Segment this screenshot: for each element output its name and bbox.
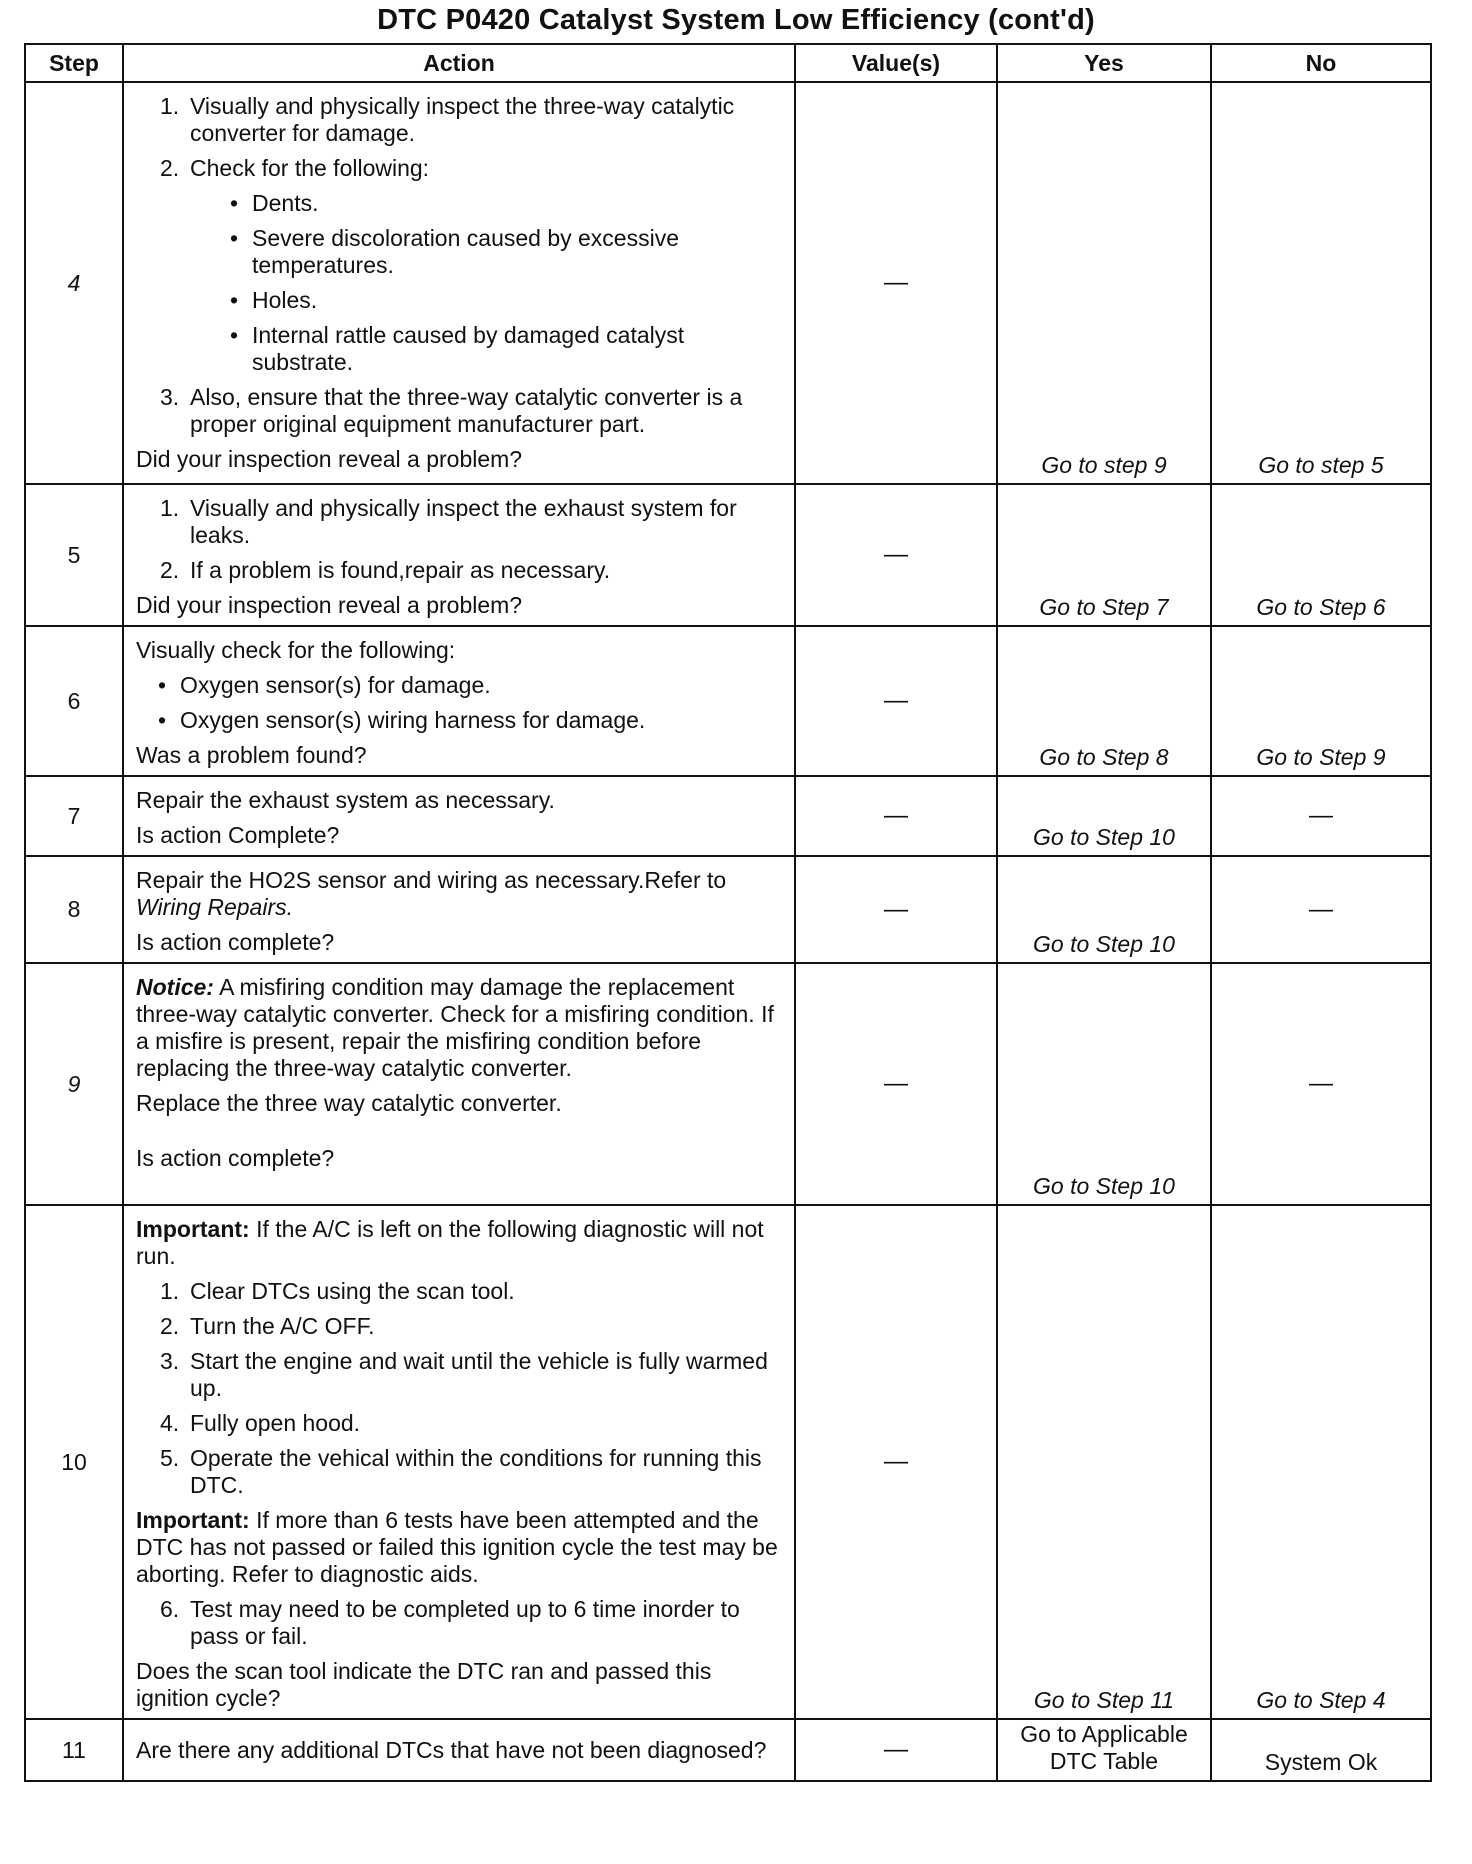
action-question: Does the scan tool indicate the DTC ran and passed this ignition cycle? [136,1658,712,1711]
list-item: 5. Operate the vehical within the conditions for running this DTC. [160,1445,762,1498]
action-question: Did your inspection reveal a problem? [136,446,523,472]
page-title: DTC P0420 Catalyst System Low Efficiency (cont'd) [377,4,1095,36]
no-cell: System Ok [1211,1719,1431,1781]
list-item: 6. Test may need to be completed up to 6 time inorder to pass or fail. [160,1596,740,1649]
no-cell: Go to Step 4 [1211,1205,1431,1719]
wiring-repairs-reference: Wiring Repairs. [136,894,294,920]
value-cell: — [795,626,997,776]
step-number: 9 [25,963,123,1205]
notice-label: Notice: [136,974,214,1000]
action-text: Repair the HO2S sensor and wiring as necessary.Refer to Wiring Repairs. [136,867,727,920]
header-row [25,44,1431,82]
value-cell: — [795,963,997,1205]
value-cell: — [795,776,997,856]
action-cell [123,963,795,1205]
list-item: 2. Check for the following: • Dents. • Severe discoloration caused by excessive temperatures. • Holes. • Internal rattle caused by damaged catalyst substrate. [160,155,782,376]
action-cell [123,484,795,626]
value-cell: — [795,484,997,626]
yes-cell: Go to Step 11 [997,1205,1211,1719]
action-cell [123,776,795,856]
no-cell: Go to step 5 [1211,82,1431,484]
important-note: Important: If the A/C is left on the following diagnostic will not run. [136,1216,764,1269]
header-action: Action [123,44,795,82]
list-item: 4. Fully open hood. [160,1410,361,1436]
action-cell [123,626,795,776]
no-cell: Go to Step 6 [1211,484,1431,626]
step-number: 10 [25,1205,123,1719]
action-question: Are there any additional DTCs that have not been diagnosed? [136,1736,767,1763]
value-cell: — [795,1205,997,1719]
diagnostic-table [24,43,1432,1782]
action-question: Is action Complete? [136,822,340,848]
yes-cell: Go to Step 10 [997,963,1211,1205]
action-cell [123,856,795,963]
bullet-item: • Oxygen sensor(s) wiring harness for damage. [156,707,782,734]
step-number: 7 [25,776,123,856]
bullet-item: • Oxygen sensor(s) for damage. [156,672,782,699]
action-question: Is action complete? [136,929,335,955]
important-label: Important: [136,1216,250,1242]
value-cell: — [795,82,997,484]
list-item: 1. Visually and physically inspect the three-way catalytic converter for damage. [160,93,735,146]
action-question: Was a problem found? [136,742,367,768]
header-no: No [1211,44,1431,82]
header-values: Value(s) [795,44,997,82]
action-cell [123,1205,795,1719]
bullet-item: • Holes. [228,287,782,314]
no-cell: — [1211,963,1431,1205]
important-note: Important: If more than 6 tests have been attempted and the DTC has not passed or failed this ignition cycle the test may be aborting. Refer to diagnostic aids. [136,1507,778,1587]
action-cell [123,1719,795,1781]
header-step: Step [25,44,123,82]
action-question: Is action complete? [136,1145,335,1171]
list-item: 3. Start the engine and wait until the vehicle is fully warmed up. [160,1348,768,1401]
value-cell: — [795,856,997,963]
no-cell: — [1211,856,1431,963]
step-number: 5 [25,484,123,626]
action-text: Replace the three way catalytic converter. [136,1090,562,1116]
yes-cell: Go to Applicable DTC Table [997,1719,1211,1781]
step-number: 6 [25,626,123,776]
bullet-item: • Dents. [228,190,782,217]
no-cell: Go to Step 9 [1211,626,1431,776]
action-text: Repair the exhaust system as necessary. [136,787,555,813]
list-item: 1. Visually and physically inspect the exhaust system for leaks. [160,495,737,548]
list-item: 1. Clear DTCs using the scan tool. [160,1278,515,1304]
no-cell: — [1211,776,1431,856]
yes-cell: Go to Step 10 [997,776,1211,856]
step-number: 4 [25,82,123,484]
table-row [25,776,1431,856]
header-yes: Yes [997,44,1211,82]
list-item: 2. Turn the A/C OFF. [160,1313,375,1339]
list-item: 3. Also, ensure that the three-way catalytic converter is a proper original equipment manufacturer part. [160,384,743,437]
yes-cell: Go to step 9 [997,82,1211,484]
bullet-item: • Internal rattle caused by damaged catalyst substrate. [228,322,782,376]
step-number: 8 [25,856,123,963]
list-item: 2. If a problem is found,repair as necessary. [160,557,611,583]
table-row [25,856,1431,963]
yes-cell: Go to Step 10 [997,856,1211,963]
action-cell [123,82,795,484]
yes-cell: Go to Step 8 [997,626,1211,776]
table-row [25,1205,1431,1719]
table-row [25,963,1431,1205]
table-row [25,1719,1431,1781]
value-cell: — [795,1719,997,1781]
table-row [25,484,1431,626]
action-intro: Visually check for the following: [136,637,456,663]
important-label: Important: [136,1507,250,1533]
yes-cell: Go to Step 7 [997,484,1211,626]
step-number: 11 [25,1719,123,1781]
notice-text: Notice: A misfiring condition may damage the replacement three-way catalytic converter. Check for a misfiring condition. If a misfire is present, repair the misfiring condition before replacing the three-way catalytic converter. [136,974,774,1081]
action-question: Did your inspection reveal a problem? [136,592,523,618]
table-row [25,82,1431,484]
bullet-item: • Severe discoloration caused by excessive temperatures. [228,225,782,279]
table-row [25,626,1431,776]
